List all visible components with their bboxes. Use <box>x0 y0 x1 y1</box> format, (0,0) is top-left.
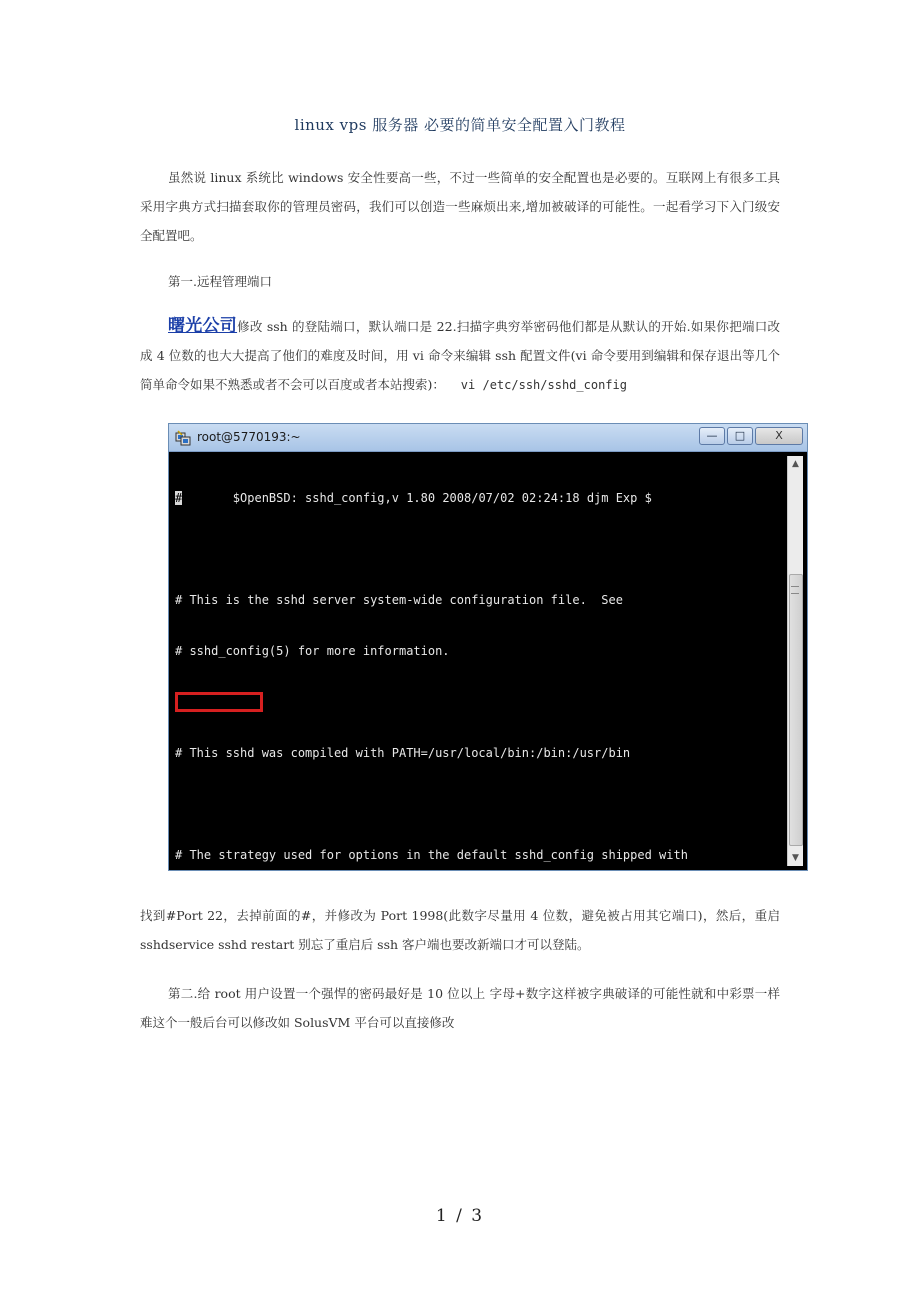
terminal-window <box>168 423 808 871</box>
terminal-line <box>175 796 785 813</box>
section2-paragraph: 第二.给 root 用户设置一个强悍的密码最好是 10 位以上 字母+数字这样被字典破译的可能性就和中彩票一样难这个一般后台可以修改如 SolusVM 平台可以直接修改 <box>140 986 780 1030</box>
terminal-line: # This is the sshd server system-wide configuration file. See <box>175 593 623 607</box>
terminal-line: # sshd_config(5) for more information. <box>175 644 450 658</box>
document-title: linux vps 服务器 必要的简单安全配置入门教程 <box>294 116 626 134</box>
port-highlight-box <box>175 692 263 712</box>
intro-paragraph: 虽然说 linux 系统比 windows 安全性要高一些，不过一些简单的安全配置也是必要的。互联网上有很多工具采用字典方式扫描套取你的管理员密码，我们可以创造一些麻烦出来,增加被破译的可能性。一起看学习下入门级安全配置吧。 <box>140 170 780 243</box>
section1-paragraph <box>140 312 780 400</box>
company-link[interactable]: 曙光公司 <box>168 316 238 336</box>
maximize-button[interactable]: □ <box>727 427 753 445</box>
terminal-line: # This sshd was compiled with PATH=/usr/local/bin:/bin:/usr/bin <box>175 746 631 760</box>
terminal-line <box>175 694 785 711</box>
scrollbar-thumb[interactable] <box>789 574 803 846</box>
section1-heading: 第一.远程管理端口 <box>168 274 272 289</box>
minimize-button[interactable]: — <box>699 427 725 445</box>
putty-icon <box>175 430 191 446</box>
terminal-line <box>175 541 785 558</box>
scroll-up-arrow-icon[interactable]: ▲ <box>792 459 799 469</box>
terminal-scrollbar[interactable] <box>787 456 803 866</box>
terminal-line-1 <box>175 490 785 507</box>
terminal-screen[interactable] <box>175 456 785 866</box>
section1-command: vi /etc/ssh/sshd_config <box>460 378 627 392</box>
terminal-line: # The strategy used for options in the default sshd_config shipped with <box>175 848 688 862</box>
scroll-down-arrow-icon[interactable]: ▼ <box>792 853 799 863</box>
scrollbar-grip-icon <box>791 586 799 594</box>
close-button[interactable]: X <box>755 427 803 445</box>
terminal-titlebar <box>169 424 807 452</box>
after-terminal-paragraph: 找到#Port 22，去掉前面的#，并修改为 Port 1998(此数字尽量用 4 位数，避免被占用其它端口)，然后，重启 sshdservice sshd restart 别忘了重启后 ssh 客户端也要改新端口才可以登陆。 <box>140 908 780 952</box>
terminal-cursor: # <box>175 491 183 505</box>
terminal-line-1-text: $OpenBSD: sshd_config,v 1.80 2008/07/02 02:24:18 djm Exp $ <box>182 491 652 505</box>
section1-text: 修改 ssh 的登陆端口，默认端口是 22.扫描字典穷举密码他们都是从默认的开始.如果你把端口改成 4 位数的也大大提高了他们的难度及时间，用 vi 命令来编辑 ssh 配置文件(vi 命令要用到编辑和保存退出等几个简单命令如果不熟悉或者不会可以百度或者本站搜索)： <box>140 319 781 392</box>
page-number: 1 / 3 <box>435 1206 485 1226</box>
terminal-title: root@5770193:~ <box>197 430 301 444</box>
